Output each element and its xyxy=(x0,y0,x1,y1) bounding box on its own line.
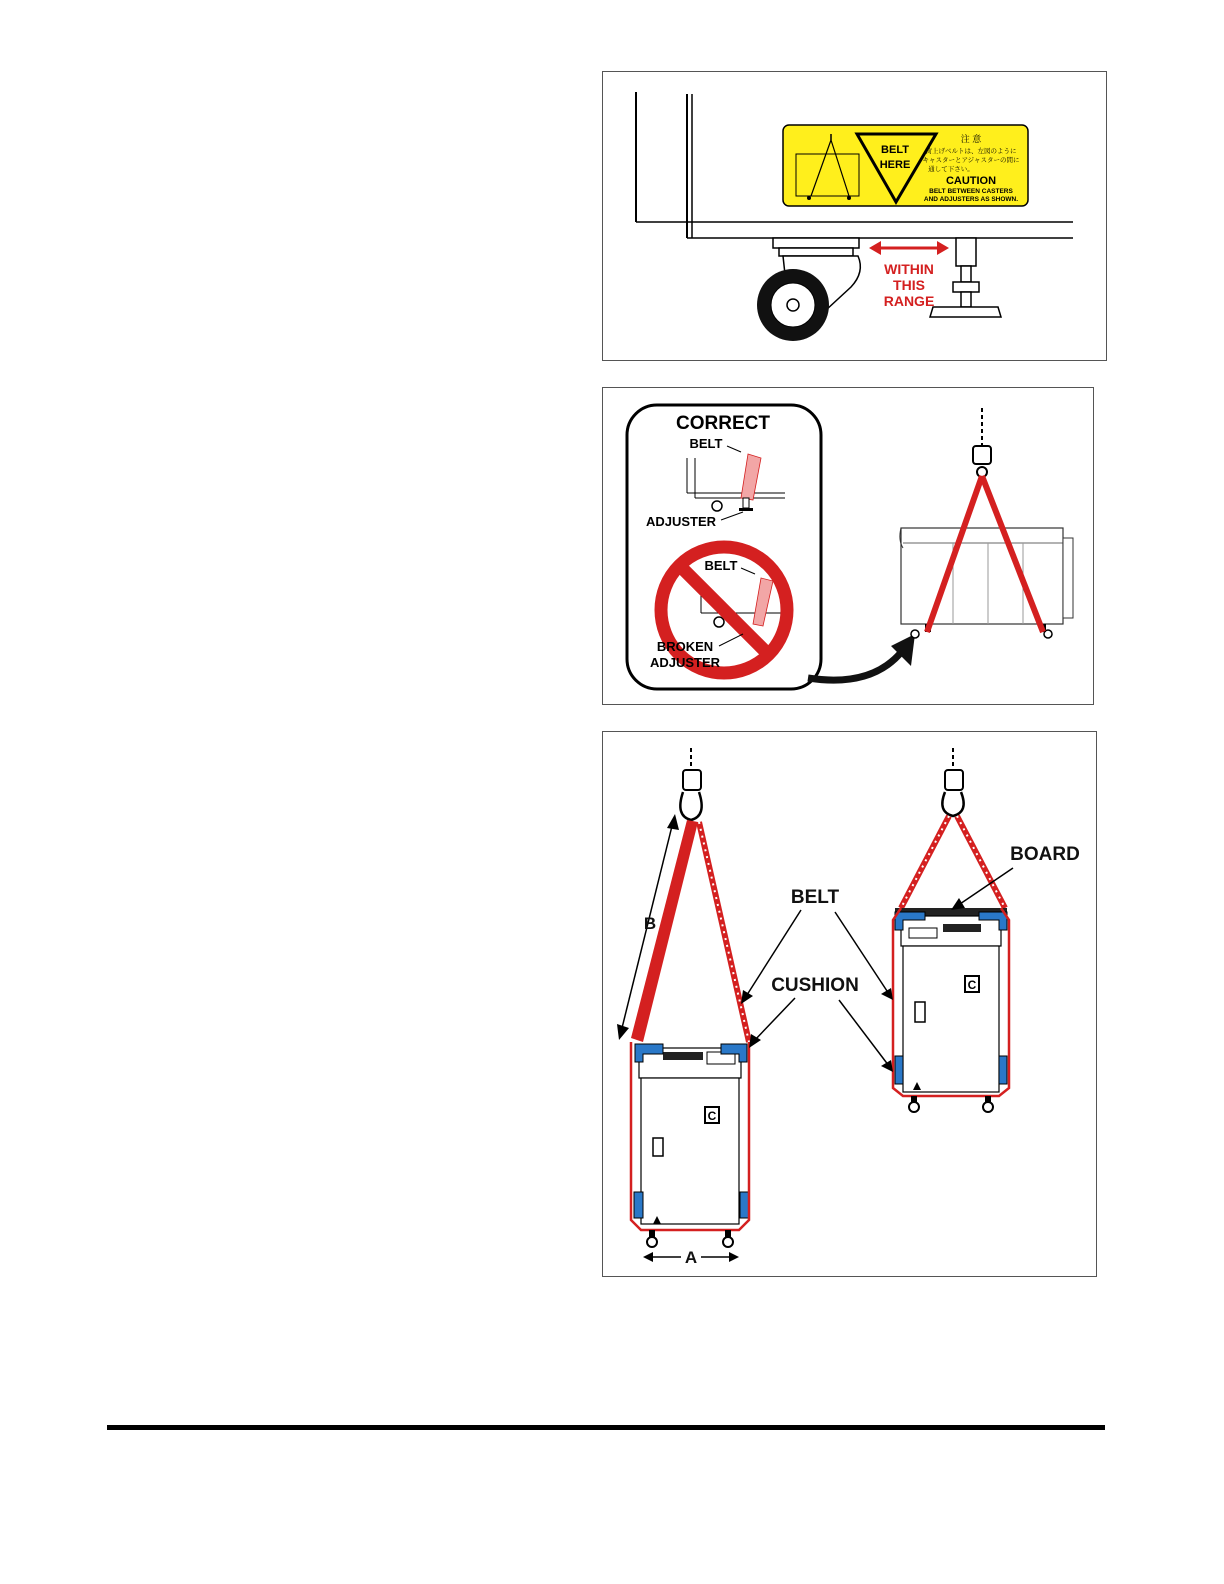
jp-line-1: 荷上げベルトは、左図のように xyxy=(925,148,1017,155)
caution-title: CAUTION xyxy=(945,175,997,187)
correct-label: CORRECT xyxy=(676,413,770,434)
jp-title: 注 意 xyxy=(960,134,982,144)
adjuster-label-bottom: ADJUSTER xyxy=(649,655,721,670)
range-text-2: THIS xyxy=(893,277,925,293)
machine-right xyxy=(893,748,1009,1112)
correct-incorrect-figure xyxy=(602,387,1094,705)
range-text-1: WITHIN xyxy=(884,261,934,277)
dimension-b-label: B xyxy=(643,914,657,933)
caution-label xyxy=(783,125,1028,206)
lifting-cushion-drawing xyxy=(603,732,1098,1278)
caution-line-1: BELT BETWEEN CASTERS xyxy=(929,188,1013,195)
belt-label-top: BELT xyxy=(689,436,723,451)
belt-label-bottom: BELT xyxy=(704,558,738,573)
caster-belt-figure xyxy=(602,71,1107,361)
here-label: HERE xyxy=(879,159,911,171)
lifting-cushion-figure xyxy=(602,731,1097,1277)
svg-text:C: C xyxy=(707,1109,717,1123)
belt-label: BELT xyxy=(881,144,909,156)
jp-line-2: キャスターとアジャスターの間に xyxy=(922,157,1020,164)
range-text-3: RANGE xyxy=(883,293,935,309)
board-callout-label: BOARD xyxy=(1010,844,1080,865)
belt-callout-label: BELT xyxy=(790,887,840,908)
svg-text:C: C xyxy=(967,978,977,992)
broken-label: BROKEN xyxy=(656,639,714,654)
cushion-callout-label: CUSHION xyxy=(771,975,859,996)
jp-line-3: 通して下さい。 xyxy=(928,166,974,173)
correct-belting-drawing xyxy=(603,388,1095,706)
dimension-a-label: A xyxy=(684,1248,698,1267)
machine-left xyxy=(617,748,749,1267)
caution-line-2: AND ADJUSTERS AS SHOWN. xyxy=(923,196,1019,203)
machine-lifted xyxy=(900,408,1073,638)
footer-rule xyxy=(107,1425,1105,1430)
adjuster-label: ADJUSTER xyxy=(645,514,717,529)
caster-belt-drawing xyxy=(603,72,1108,362)
